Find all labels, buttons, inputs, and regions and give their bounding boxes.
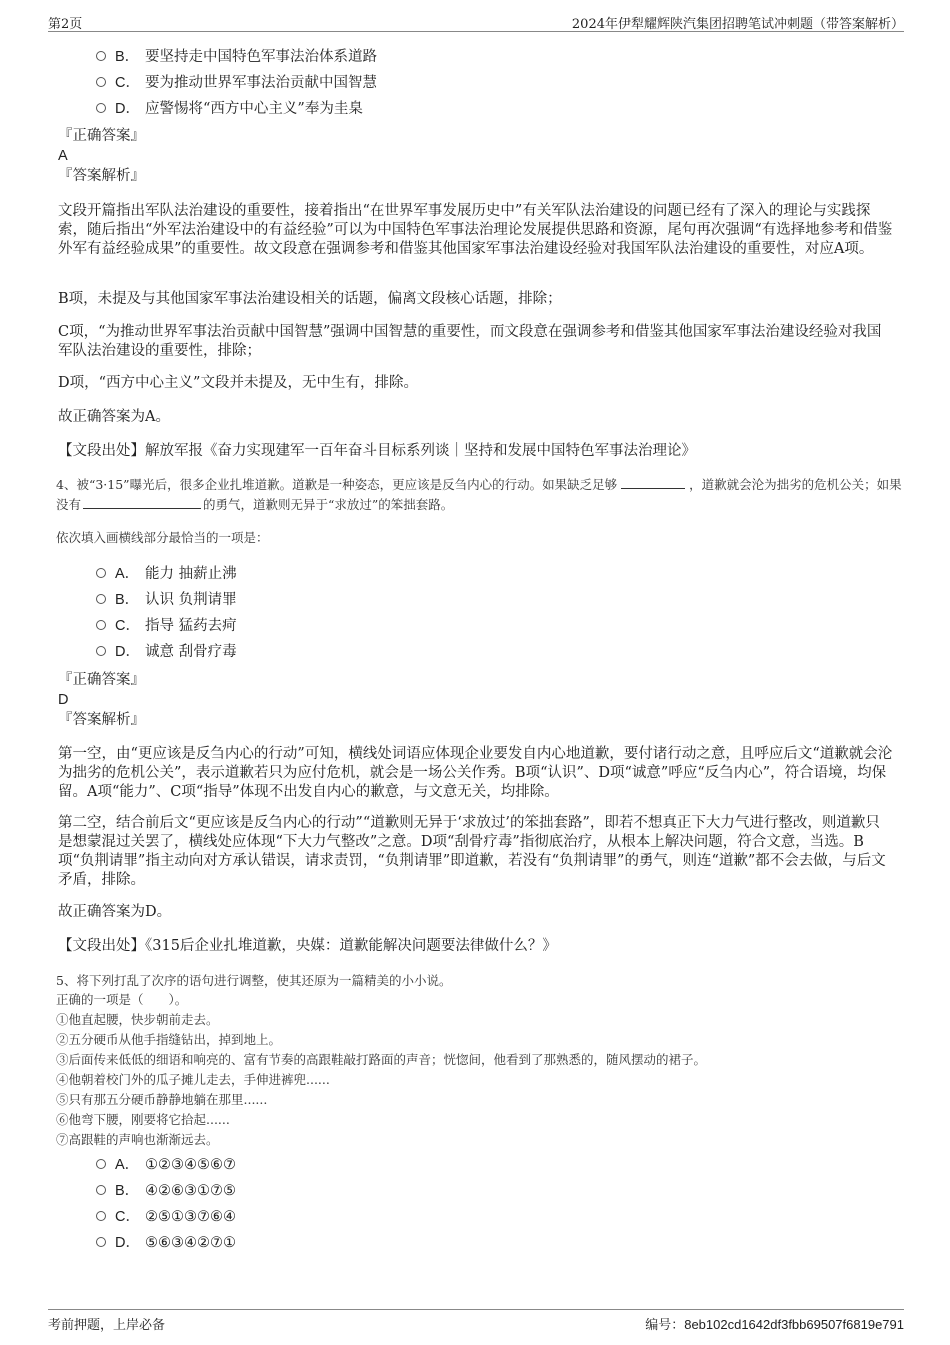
analysis-label: 『答案解析』 <box>58 712 145 728</box>
q5-option-a[interactable]: A． ①②③④⑤⑥⑦ <box>96 1155 236 1175</box>
fill-blank <box>621 475 685 489</box>
analysis-paragraph: 第二空，结合前后文“更应该是反刍内心的行动”“道歉则无异于‘求放过’的笨拙套路”，即若不想真正下大力气进行整改，则道歉只是想蒙混过关罢了，横线处应体现“下大力气整改”之意。D项“刮骨疗毒”指彻底治疗，从根本上解决问题，符合文意，当选。B项“负荆请罪”指主动向对方承认错误，请求责罚，“负荆请罪”即道歉，若没有“负荆请罪”的勇气，则连“道歉”都不会去做，与后文矛盾，排除。 <box>58 815 886 888</box>
answer-label: 『正确答案』 <box>58 672 145 688</box>
sentence-item: ④他朝着校门外的瓜子摊儿走去，手伸进裤兜...... <box>56 1072 330 1087</box>
question-stem: 5、将下列打乱了次序的语句进行调整，使其还原为一篇精美的小小说。 <box>56 973 452 988</box>
radio-icon[interactable] <box>96 103 106 113</box>
answer-value: A <box>58 148 68 164</box>
analysis-paragraph: 第一空，由“更应该是反刍内心的行动”可知，横线处词语应体现企业要发自内心地道歉，要付诸行动之意，且呼应后文“道歉就会沦为拙劣的危机公关”，表示道歉若只为应付危机，就会是一场公关作秀。B项“认识”、D项“诚意”呼应“反刍内心”，符合语境，均保留。A项“能力”、C项“指导”体现不出发自内心的歉意，与文意无关，均排除。 <box>58 746 893 800</box>
analysis-paragraph: D项，“西方中心主义”文段并未提及，无中生有，排除。 <box>58 375 418 391</box>
radio-icon[interactable] <box>96 1211 106 1221</box>
radio-icon[interactable] <box>96 646 106 656</box>
q5-option-c[interactable]: C． ②⑤①③⑦⑥④ <box>96 1207 236 1227</box>
analysis-paragraph: 文段开篇指出军队法治建设的重要性，接着指出“在世界军事发展历史中”有关军队法治建设的问题已经有了深入的理论与实践探索，随后指出“外军法治建设中的有益经验”可以为中国特色军事法治理论发展提供思路和资源，尾句再次强调“有选择地参考和借鉴外军有益经验成果”的重要性。故文段意在强调参考和借鉴其他国家军事法治建设经验对我国军队法治建设的重要性，对应A项。 <box>58 203 893 257</box>
sentence-item: ②五分硬币从他手指缝钻出，掉到地上。 <box>56 1032 282 1047</box>
source-citation: 【文段出处】解放军报《奋力实现建军一百年奋斗目标系列谈｜坚持和发展中国特色军事法治理论》 <box>58 443 696 459</box>
analysis-label: 『答案解析』 <box>58 168 145 184</box>
q3-option-c[interactable]: C． 要为推动世界军事法治贡献中国智慧 <box>96 73 377 93</box>
radio-icon[interactable] <box>96 594 106 604</box>
analysis-paragraph: B项，未提及与其他国家军事法治建设相关的话题，偏离文段核心话题，排除； <box>58 291 562 307</box>
radio-icon[interactable] <box>96 51 106 61</box>
page-footer <box>48 1309 904 1333</box>
question-prompt: 正确的一项是（ ）。 <box>56 992 188 1007</box>
q4-option-b[interactable]: B． 认识 负荆请罪 <box>96 590 237 610</box>
footer-slogan: 考前押题，上岸必备 <box>48 1318 166 1333</box>
q5-option-d[interactable]: D． ⑤⑥③④②⑦① <box>96 1233 236 1253</box>
sentence-item: ③后面传来低低的细语和响亮的、富有节奏的高跟鞋敲打路面的声音；恍惚间，他看到了那熟悉的，随风摆动的裙子。 <box>56 1052 707 1067</box>
sentence-item: ①他直起腰，快步朝前走去。 <box>56 1012 219 1027</box>
answer-value: D <box>58 692 69 708</box>
sentence-item: ⑥他弯下腰，刚要将它拾起...... <box>56 1112 230 1127</box>
radio-icon[interactable] <box>96 620 106 630</box>
sentence-item: ⑦高跟鞋的声响也渐渐远去。 <box>56 1132 219 1147</box>
q5-option-b[interactable]: B． ④②⑥③①⑦⑤ <box>96 1181 236 1201</box>
q3-option-b[interactable]: B． 要坚持走中国特色军事法治体系道路 <box>96 47 377 67</box>
source-citation: 【文段出处】《315后企业扎堆道歉，央媒：道歉能解决问题要法律做什么？》 <box>58 938 557 954</box>
q4-option-c[interactable]: C． 指导 猛药去疴 <box>96 616 237 636</box>
fill-blank <box>83 495 201 509</box>
page-header <box>48 13 904 32</box>
question-stem: 4、被“3·15”曝光后，很多企业扎堆道歉。道歉是一种姿态，更应该是反刍内心的行动。如果缺乏足够 ，道歉就会沦为拙劣的危机公关；如果没有 的勇气，道歉则无异于“求放过”的笨拙套路。 <box>56 477 902 512</box>
question-prompt: 依次填入画横线部分最恰当的一项是： <box>56 530 269 545</box>
sentence-item: ⑤只有那五分硬币静静地躺在那里...... <box>56 1092 268 1107</box>
q4-option-d[interactable]: D． 诚意 刮骨疗毒 <box>96 642 237 662</box>
analysis-paragraph: C项，“为推动世界军事法治贡献中国智慧”强调中国智慧的重要性，而文段意在强调参考和借鉴其他国家军事法治建设经验对我国军队法治建设的重要性，排除； <box>58 324 882 359</box>
analysis-paragraph: 故正确答案为D。 <box>58 904 172 920</box>
document-title: 2024年伊犁耀辉陕汽集团招聘笔试冲刺题（带答案解析） <box>571 17 904 32</box>
page-number: 第2页 <box>48 17 83 32</box>
radio-icon[interactable] <box>96 568 106 578</box>
radio-icon[interactable] <box>96 1185 106 1195</box>
radio-icon[interactable] <box>96 77 106 87</box>
radio-icon[interactable] <box>96 1237 106 1247</box>
radio-icon[interactable] <box>96 1159 106 1169</box>
document-id: 编号：8eb102cd1642df3fbb69507f6819e791 <box>645 1317 904 1332</box>
q3-option-d[interactable]: D． 应警惕将“西方中心主义”奉为圭臬 <box>96 99 363 119</box>
analysis-paragraph: 故正确答案为A。 <box>58 409 170 425</box>
q4-option-a[interactable]: A． 能力 抽薪止沸 <box>96 564 237 584</box>
answer-label: 『正确答案』 <box>58 128 145 144</box>
